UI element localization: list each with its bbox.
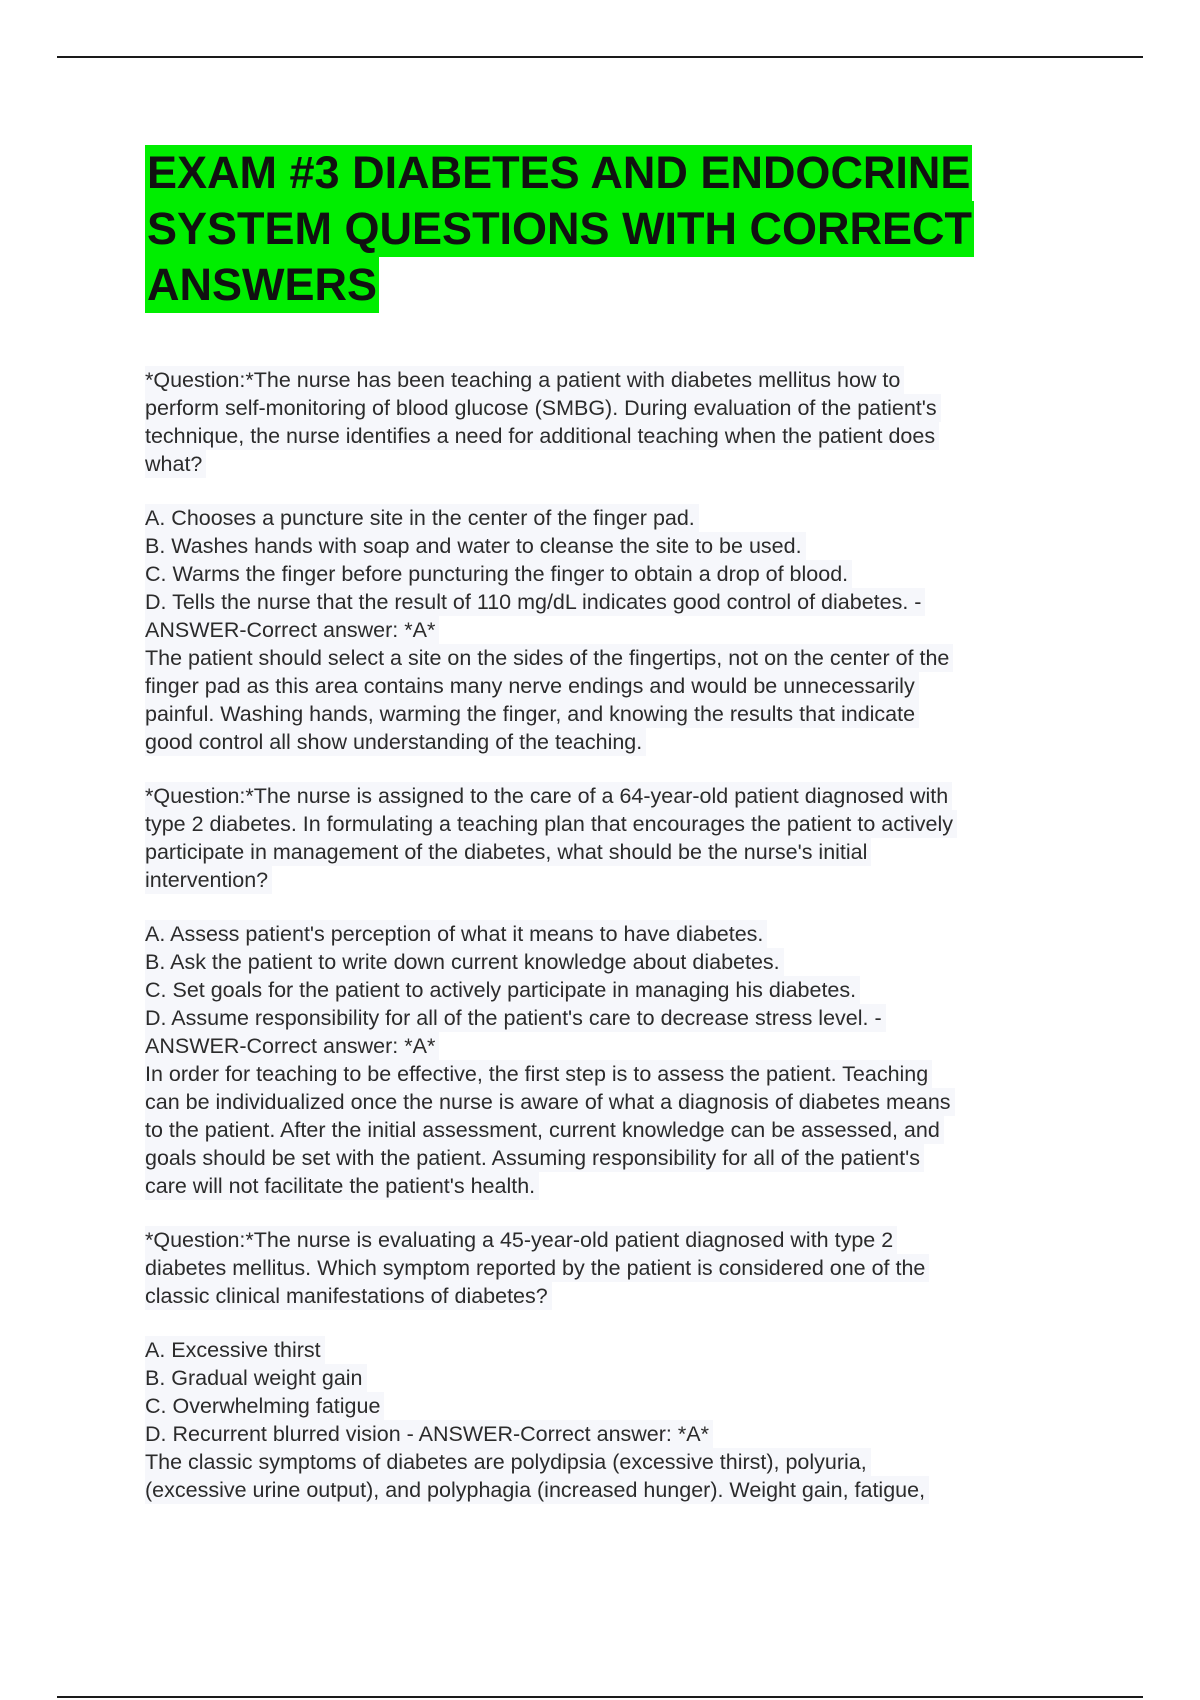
question-text: *Question:*The nurse has been teaching a patient with diabetes mellitus how to [145,366,904,394]
answer-option: C. Warms the finger before puncturing the finger to obtain a drop of blood. [145,560,852,588]
title-line: EXAM #3 DIABETES AND ENDOCRINE [145,145,972,201]
question-text: *Question:*The nurse is evaluating a 45-year-old patient diagnosed with type 2 [145,1226,897,1254]
bottom-rule [57,1696,1143,1698]
title-line: ANSWERS [145,257,379,313]
answer-option: B. Gradual weight gain [145,1364,367,1392]
rationale-text: (excessive urine output), and polyphagia (increased hunger). Weight gain, fatigue, [145,1476,929,1504]
rationale-text: painful. Washing hands, warming the finger, and knowing the results that indicate [145,700,919,728]
answer-2 [145,920,1065,1200]
rationale-text: care will not facilitate the patient's health. [145,1172,539,1200]
question-text: type 2 diabetes. In formulating a teaching plan that encourages the patient to actively [145,810,957,838]
rationale-text: can be individualized once the nurse is aware of what a diagnosis of diabetes means [145,1088,955,1116]
answer-1 [145,504,1065,756]
question-text: technique, the nurse identifies a need for additional teaching when the patient does [145,422,939,450]
answer-option: B. Washes hands with soap and water to cleanse the site to be used. [145,532,806,560]
correct-answer: ANSWER-Correct answer: *A* [145,616,439,644]
question-text: what? [145,450,206,478]
title-line: SYSTEM QUESTIONS WITH CORRECT [145,201,974,257]
document-body [145,366,1065,1504]
answer-option: A. Excessive thirst [145,1336,325,1364]
question-text: participate in management of the diabetes, what should be the nurse's initial [145,838,871,866]
answer-option: B. Ask the patient to write down current knowledge about diabetes. [145,948,784,976]
rationale-text: goals should be set with the patient. Assuming responsibility for all of the patient's [145,1144,924,1172]
answer-3 [145,1336,1065,1504]
top-rule [57,56,1143,58]
answer-option: A. Assess patient's perception of what it means to have diabetes. [145,920,767,948]
rationale-text: In order for teaching to be effective, the first step is to assess the patient. Teaching [145,1060,932,1088]
rationale-text: to the patient. After the initial assessment, current knowledge can be assessed, and [145,1116,944,1144]
answer-option: C. Set goals for the patient to actively participate in managing his diabetes. [145,976,860,1004]
question-text: classic clinical manifestations of diabetes? [145,1282,552,1310]
question-text: intervention? [145,866,272,894]
rationale-text: The classic symptoms of diabetes are polydipsia (excessive thirst), polyuria, [145,1448,871,1476]
rationale-text: The patient should select a site on the sides of the fingertips, not on the center of the [145,644,953,672]
answer-option: D. Tells the nurse that the result of 110 mg/dL indicates good control of diabetes. - [145,588,925,616]
rationale-text: good control all show understanding of the teaching. [145,728,646,756]
question-1 [145,366,1065,478]
question-3 [145,1226,1065,1310]
question-2 [145,782,1065,894]
answer-option: A. Chooses a puncture site in the center of the finger pad. [145,504,699,532]
rationale-text: finger pad as this area contains many nerve endings and would be unnecessarily [145,672,919,700]
answer-option: D. Assume responsibility for all of the patient's care to decrease stress level. - [145,1004,886,1032]
question-text: perform self-monitoring of blood glucose (SMBG). During evaluation of the patient's [145,394,941,422]
question-text: diabetes mellitus. Which symptom reported by the patient is considered one of the [145,1254,929,1282]
answer-option: C. Overwhelming fatigue [145,1392,384,1420]
document-title [145,145,1045,313]
correct-answer: ANSWER-Correct answer: *A* [145,1032,439,1060]
correct-answer: D. Recurrent blurred vision - ANSWER-Correct answer: *A* [145,1420,713,1448]
question-text: *Question:*The nurse is assigned to the care of a 64-year-old patient diagnosed with [145,782,952,810]
